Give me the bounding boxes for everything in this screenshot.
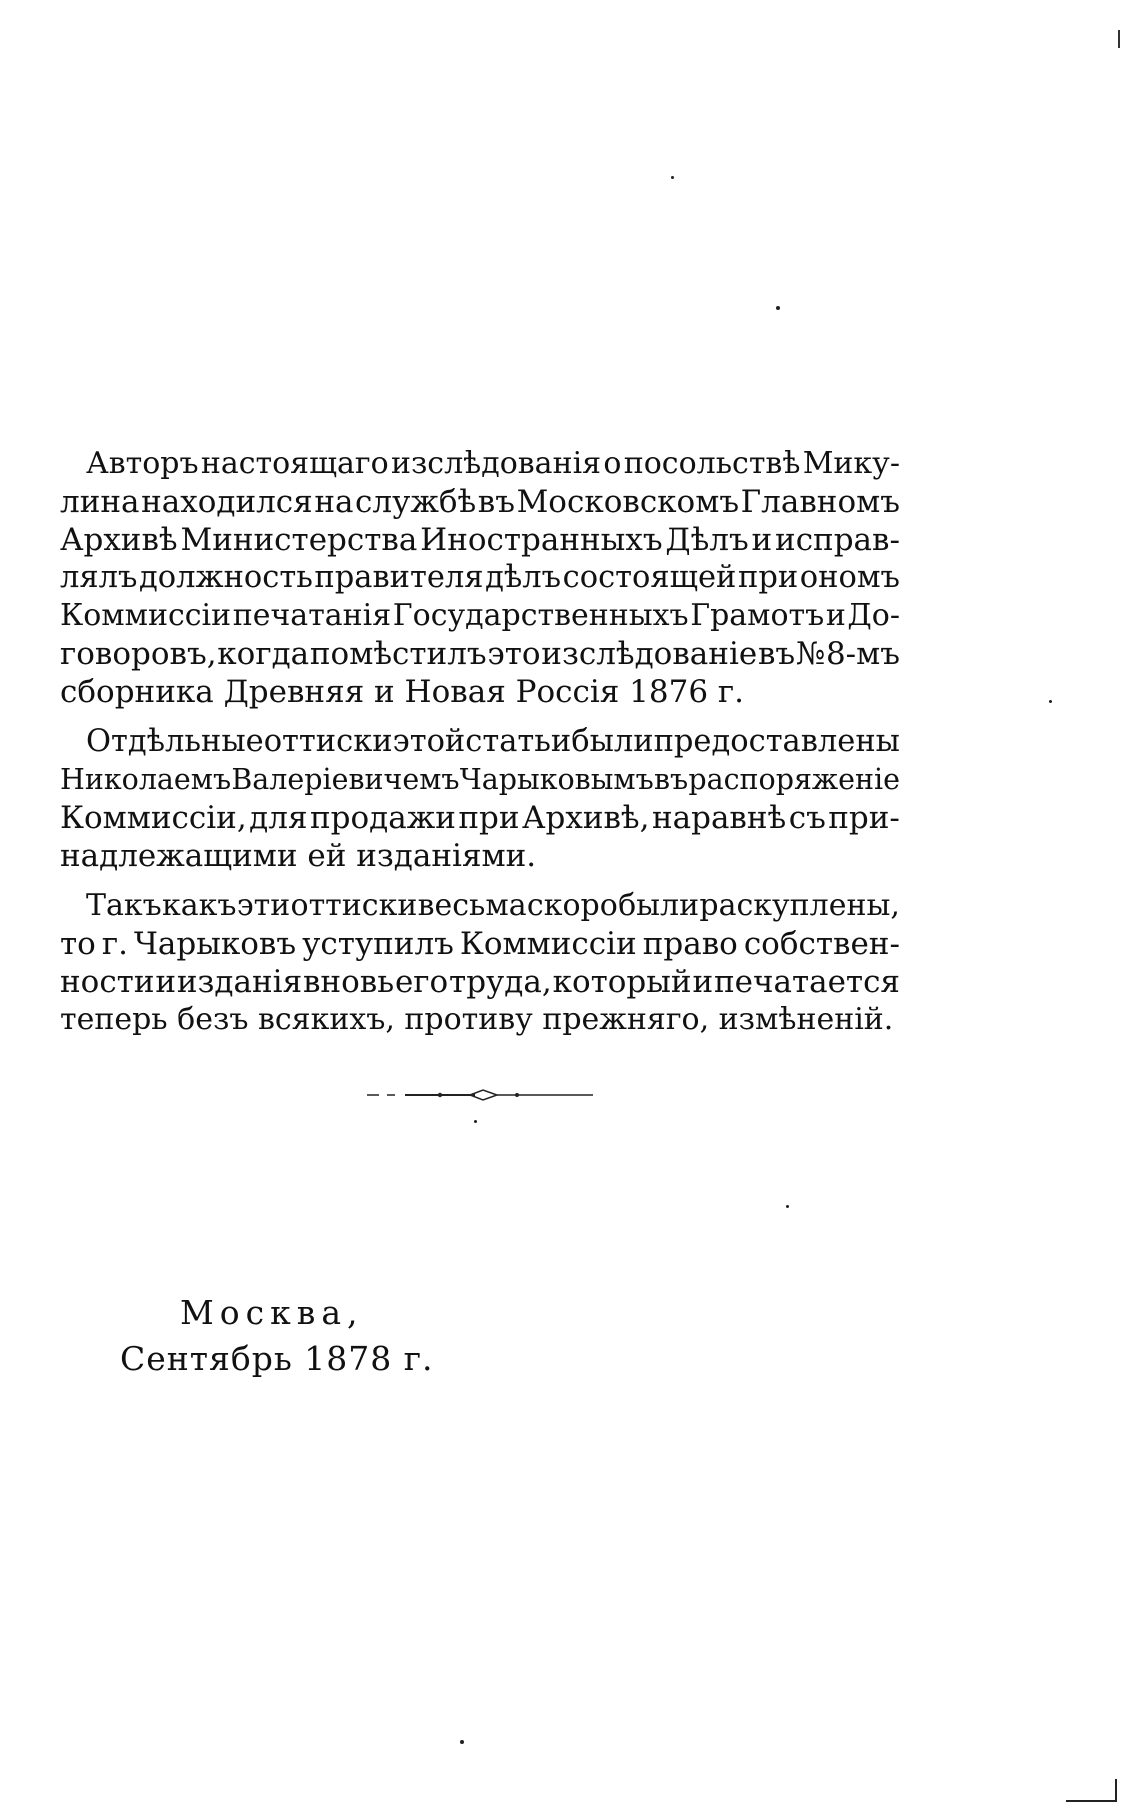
corner-bracket-icon bbox=[1064, 1775, 1124, 1805]
text-line: лина находился на службѣ въ Московскомъ Главномъ bbox=[60, 484, 900, 520]
print-speck bbox=[671, 176, 674, 179]
paragraph bbox=[60, 723, 900, 875]
edge-mark bbox=[1118, 30, 1120, 48]
text-line: теперь безъ всякихъ, противу прежняго, измѣненій. bbox=[60, 1002, 894, 1037]
text-line: Такъ какъ эти оттиски весьма скоро были раскуплены, bbox=[86, 888, 900, 923]
signoff-city: Москва, bbox=[180, 1293, 364, 1332]
print-speck bbox=[786, 1205, 789, 1208]
paragraph bbox=[60, 445, 900, 711]
text-line: лялъ должность правителя дѣлъ состоящей при ономъ bbox=[60, 560, 900, 595]
body-text bbox=[60, 445, 900, 1051]
text-line: Отдѣльные оттиски этой статьи были предоставлены bbox=[86, 724, 900, 759]
print-speck bbox=[460, 1740, 464, 1744]
text-line: Авторъ настоящаго изслѣдованія о посольствѣ Мику- bbox=[86, 446, 900, 481]
print-speck bbox=[1049, 700, 1052, 703]
text-line: Архивѣ Министерства Иностранныхъ Дѣлъ и исправ- bbox=[60, 522, 900, 558]
text-line: Коммиссіи печатанія Государственныхъ Грамотъ и До- bbox=[60, 598, 900, 633]
rule-ornament-icon bbox=[365, 1088, 595, 1102]
text-line: Николаемъ Валеріевичемъ Чарыковымъ въ распоряженіе bbox=[60, 763, 900, 796]
print-speck bbox=[776, 306, 780, 310]
text-line: ности и изданія вновь его труда, который и печатается bbox=[60, 964, 900, 1000]
text-line: сборника Древняя и Новая Россія 1876 г. bbox=[60, 674, 745, 710]
text-line: надлежащими ей изданіями. bbox=[60, 838, 537, 874]
text-line: Коммиссіи, для продажи при Архивѣ, наравнѣ съ при- bbox=[60, 800, 900, 836]
print-speck bbox=[474, 1120, 477, 1123]
text-line: говоровъ, когда помѣстилъ это изслѣдованіе въ № 8-мъ bbox=[60, 636, 900, 672]
paragraph bbox=[60, 887, 900, 1039]
text-line: то г. Чарыковъ уступилъ Коммиссіи право собствен- bbox=[60, 926, 900, 962]
signoff bbox=[120, 1290, 434, 1382]
signoff-date: Сентябрь 1878 г. bbox=[120, 1339, 434, 1378]
